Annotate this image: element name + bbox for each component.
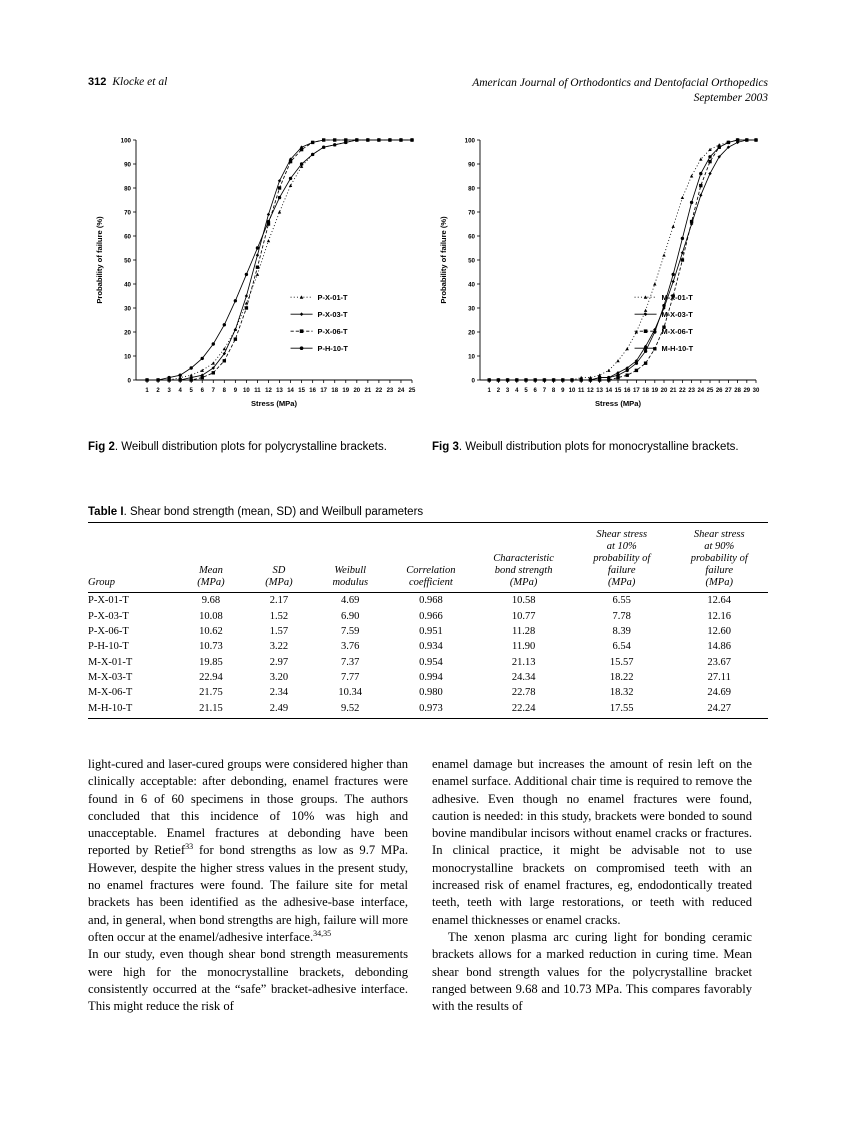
cell-correlation: 0.954	[419, 656, 443, 668]
svg-text:17: 17	[320, 388, 328, 394]
cell-sd: 3.22	[269, 641, 289, 653]
svg-text:4: 4	[178, 388, 182, 394]
svg-text:4: 4	[515, 388, 519, 394]
svg-text:Probability of failure (%): Probability of failure (%)	[439, 216, 448, 304]
cell-stress10: 6.55	[612, 595, 631, 607]
fig3-plot	[432, 126, 768, 426]
svg-text:5: 5	[524, 388, 528, 394]
cell-stress90: 24.69	[707, 687, 732, 699]
svg-text:20: 20	[660, 388, 668, 394]
svg-text:3: 3	[505, 388, 510, 394]
running-head-left	[88, 76, 167, 88]
left-para-2: In our study, even though shear bond strength measurements were high for the monocrystalline brackets, debonding consistently occurred at the “safe” bracket-adhesive interface. This might reduce the risk of	[88, 947, 408, 1014]
fig3-caption-label: Fig 3	[432, 441, 459, 453]
cell-weibull_modulus: 10.34	[338, 687, 363, 699]
cell-stress10: 8.39	[612, 625, 631, 637]
svg-text:7: 7	[211, 388, 215, 394]
page-number: 312	[88, 76, 107, 88]
cell-mean: 10.08	[199, 610, 223, 622]
cell-mean: 10.73	[199, 641, 223, 653]
table-1	[88, 506, 768, 719]
col-header-characteristic-bond-strength: Characteristic bond strength (MPa)	[474, 529, 573, 593]
table-row	[88, 701, 768, 719]
cell-weibull_modulus: 4.69	[341, 595, 360, 607]
svg-text:Stress (MPa): Stress (MPa)	[250, 399, 298, 408]
svg-text:25: 25	[408, 388, 416, 394]
table-row	[88, 685, 768, 700]
svg-text:5: 5	[189, 388, 193, 394]
svg-text:90: 90	[468, 161, 475, 169]
svg-text:6: 6	[533, 388, 537, 394]
cell-stress90: 12.16	[707, 610, 732, 622]
svg-text:19: 19	[342, 388, 350, 394]
ref-34-35: 34,35	[313, 928, 332, 938]
cell-stress10: 6.54	[612, 641, 631, 653]
cell-sd: 2.17	[269, 595, 289, 607]
running-head	[88, 76, 768, 112]
cell-stress90: 12.60	[707, 625, 732, 637]
cell-sd: 2.34	[269, 687, 289, 699]
svg-text:30: 30	[752, 388, 760, 394]
col-header-shear-stress-90: Shear stress at 90% probability of failure (MPa)	[670, 529, 768, 593]
cell-sd: 1.52	[269, 610, 289, 622]
svg-text:7: 7	[542, 388, 547, 394]
svg-text:19: 19	[651, 388, 659, 394]
svg-text:12: 12	[265, 388, 272, 394]
svg-text:15: 15	[614, 388, 622, 394]
svg-text:60: 60	[124, 233, 131, 241]
svg-text:60: 60	[468, 233, 475, 241]
col-header-sd: SD (MPa)	[245, 529, 313, 593]
cell-stress10: 7.78	[612, 610, 631, 622]
figure-2	[88, 126, 424, 426]
svg-text:22: 22	[375, 388, 383, 394]
cell-characteristic: 24.34	[511, 672, 536, 684]
cell-group: M-X-06-T	[88, 687, 133, 699]
svg-text:18: 18	[642, 388, 649, 394]
cell-stress90: 14.86	[707, 641, 732, 653]
table-foot	[88, 718, 768, 719]
svg-text:21: 21	[669, 388, 677, 394]
right-column	[432, 756, 752, 1015]
svg-text:1: 1	[145, 388, 149, 394]
svg-text:8: 8	[551, 388, 556, 394]
svg-text:17: 17	[633, 388, 640, 394]
issue-date: September 2003	[693, 92, 768, 104]
table-row	[88, 593, 768, 609]
cell-correlation: 0.951	[419, 625, 443, 637]
svg-text:29: 29	[743, 388, 751, 394]
table-bottom-rule	[88, 718, 768, 719]
cell-stress10: 17.55	[609, 702, 634, 714]
svg-text:11: 11	[254, 388, 261, 394]
svg-text:13: 13	[596, 388, 603, 394]
svg-text:Stress (MPa): Stress (MPa)	[594, 399, 642, 408]
cell-characteristic: 22.24	[511, 702, 536, 714]
cell-mean: 9.68	[201, 595, 221, 607]
col-header-mean: Mean (MPa)	[177, 529, 245, 593]
cell-sd: 2.49	[269, 702, 289, 714]
svg-text:26: 26	[715, 388, 723, 394]
cell-mean: 21.15	[199, 702, 223, 714]
svg-text:2: 2	[156, 388, 160, 394]
svg-text:30: 30	[124, 305, 131, 313]
svg-text:20: 20	[468, 329, 475, 337]
right-para-2: The xenon plasma arc curing light for bonding ceramic brackets allows for a marked reduction in curing time. Mean shear bond strength values for the polycrystalline bracket ranged between 9.68 and 10.73 MPa. This compares favorably with the results of	[432, 929, 752, 1014]
cell-characteristic: 22.78	[511, 687, 536, 699]
svg-text:10: 10	[468, 353, 475, 361]
svg-text:23: 23	[688, 388, 695, 394]
cell-correlation: 0.966	[419, 610, 443, 622]
cell-weibull_modulus: 6.90	[341, 610, 360, 622]
svg-text:40: 40	[468, 281, 475, 289]
cell-weibull_modulus: 9.52	[341, 702, 360, 714]
left-para-1: light-cured and laser-cured groups were considered higher than clinically acceptable: after debonding, enamel fractures were found in 6 of 60 specimens in those groups. The authors concluded that this incidence of 10% was high and unacceptable. Enamel fractures at debonding have been reported by Retief$^{33}$ for bond strengths as low as 9.7 MPa. However, despite the higher stress values in the present study, no enamel fractures were found. The failure site for metal brackets has been identified as the adhesive-base interface, and, in general, when bond strengths are high, failure will more often occur at the enamel/adhesive interface.$^{34,35}$	[88, 757, 408, 944]
figure-3	[432, 126, 768, 426]
table-header-row	[88, 529, 768, 593]
svg-text:50: 50	[124, 257, 131, 265]
fig2-caption-label: Fig 2	[88, 441, 115, 453]
svg-text:M-H-10-T: M-H-10-T	[661, 344, 694, 353]
ref-33: 33	[185, 842, 194, 852]
svg-text:10: 10	[568, 388, 576, 394]
fig2-plot	[88, 126, 424, 426]
cell-group: P-H-10-T	[88, 641, 129, 653]
cell-group: M-X-03-T	[88, 672, 133, 684]
left-column	[88, 756, 408, 1015]
cell-mean: 21.75	[199, 687, 223, 699]
svg-text:P-X-01-T: P-X-01-T	[317, 293, 348, 302]
table-row	[88, 624, 768, 639]
svg-text:20: 20	[124, 329, 131, 337]
svg-text:11: 11	[578, 388, 585, 394]
cell-mean: 19.85	[199, 656, 223, 668]
svg-text:20: 20	[353, 388, 361, 394]
svg-text:6: 6	[200, 388, 204, 394]
cell-group: P-X-01-T	[88, 595, 129, 607]
svg-text:15: 15	[298, 388, 305, 394]
table-title-text: . Shear bond strength (mean, SD) and Weilbull parameters	[123, 506, 424, 518]
svg-text:3: 3	[167, 388, 171, 394]
svg-text:50: 50	[468, 257, 475, 265]
cell-group: P-X-03-T	[88, 610, 129, 622]
svg-text:10: 10	[243, 388, 250, 394]
svg-text:80: 80	[468, 185, 475, 193]
table-row	[88, 639, 768, 654]
cell-characteristic: 11.90	[512, 641, 536, 653]
svg-text:24: 24	[397, 388, 405, 394]
fig2-caption-text: . Weibull distribution plots for polycrystalline brackets.	[114, 441, 387, 453]
cell-characteristic: 21.13	[511, 656, 536, 668]
svg-text:100: 100	[464, 137, 475, 145]
svg-text:8: 8	[222, 388, 226, 394]
fig3-caption	[432, 440, 752, 455]
svg-text:90: 90	[124, 161, 131, 169]
figures-row	[88, 126, 768, 426]
svg-text:16: 16	[623, 388, 631, 394]
svg-text:28: 28	[734, 388, 741, 394]
cell-stress10: 18.32	[609, 687, 634, 699]
cell-weibull_modulus: 7.37	[341, 656, 360, 668]
svg-text:14: 14	[605, 388, 613, 394]
svg-text:23: 23	[386, 388, 394, 394]
table-row	[88, 655, 768, 670]
cell-weibull_modulus: 3.76	[341, 641, 360, 653]
cell-group: P-X-06-T	[88, 625, 129, 637]
journal-name: American Journal of Orthodontics and Dentofacial Orthopedics	[472, 77, 768, 89]
cell-characteristic: 11.28	[512, 625, 536, 637]
cell-weibull_modulus: 7.59	[341, 625, 360, 637]
cell-sd: 1.57	[269, 625, 289, 637]
svg-text:M-X-03-T: M-X-03-T	[661, 310, 693, 319]
cell-group: M-H-10-T	[88, 702, 133, 714]
svg-text:16: 16	[309, 388, 316, 394]
svg-text:18: 18	[331, 388, 339, 394]
cell-mean: 22.94	[199, 672, 223, 684]
cell-stress90: 27.11	[707, 672, 731, 684]
svg-text:24: 24	[697, 388, 705, 394]
svg-text:P-X-06-T: P-X-06-T	[317, 327, 348, 336]
col-header-weibull-modulus: Weibull modulus	[313, 529, 387, 593]
svg-text:Probability of failure (%): Probability of failure (%)	[95, 216, 104, 304]
cell-stress90: 23.67	[707, 656, 732, 668]
right-para-1: enamel damage but increases the amount of resin left on the enamel surface. Additional chair time is required to remove the adhesive. Even though no enamel fractures were found, caution is needed: in this study, brackets were bonded to sound bovine mandibular incisors without enamel cracks or fractures. In clinical practice, it might be advisable not to use monocrystalline brackets on compromised teeth with an increased risk of enamel fractures, eg, endodontically treated teeth, teeth with large restorations, or teeth with reduced enamel thicknesses or enamel cracks.	[432, 757, 752, 927]
col-header-shear-stress-10: Shear stress at 10% probability of failure (MPa)	[573, 529, 670, 593]
table-label: Table I	[88, 506, 124, 518]
cell-stress10: 15.57	[609, 656, 634, 668]
svg-text:M-X-06-T: M-X-06-T	[661, 327, 693, 336]
cell-stress10: 18.22	[609, 672, 634, 684]
svg-text:P-X-03-T: P-X-03-T	[317, 310, 348, 319]
svg-text:12: 12	[587, 388, 594, 394]
svg-text:14: 14	[287, 388, 294, 394]
svg-text:10: 10	[124, 353, 131, 361]
svg-text:M-X-01-T: M-X-01-T	[661, 293, 693, 302]
running-head-right	[472, 76, 768, 106]
col-header-group: Group	[88, 529, 177, 593]
cell-stress90: 24.27	[707, 702, 732, 714]
svg-text:0: 0	[471, 377, 475, 385]
svg-text:9: 9	[561, 388, 565, 394]
cell-characteristic: 10.77	[511, 610, 536, 622]
table-body	[88, 593, 768, 719]
cell-stress90: 12.64	[707, 595, 732, 607]
table-row	[88, 670, 768, 685]
cell-correlation: 0.934	[419, 641, 443, 653]
svg-text:P-H-10-T: P-H-10-T	[317, 344, 348, 353]
svg-text:0: 0	[127, 377, 131, 385]
svg-text:2: 2	[496, 388, 501, 394]
shear-bond-strength-table	[88, 522, 768, 719]
cell-correlation: 0.994	[419, 672, 443, 684]
table-row	[88, 608, 768, 623]
cell-group: M-X-01-T	[88, 656, 133, 668]
svg-text:1: 1	[487, 388, 491, 394]
cell-weibull_modulus: 7.77	[341, 672, 360, 684]
svg-text:70: 70	[468, 209, 475, 217]
fig3-caption-text: . Weibull distribution plots for monocrystalline brackets.	[458, 441, 739, 453]
svg-text:80: 80	[124, 185, 131, 193]
running-head-authors: Klocke et al	[112, 76, 168, 88]
svg-text:22: 22	[679, 388, 686, 394]
svg-text:21: 21	[364, 388, 372, 394]
col-header-correlation-coefficient: Correlation coefficient	[387, 529, 474, 593]
cell-mean: 10.62	[199, 625, 223, 637]
cell-correlation: 0.973	[419, 702, 443, 714]
svg-text:100: 100	[120, 137, 131, 145]
table-title	[88, 506, 768, 518]
svg-text:25: 25	[706, 388, 714, 394]
cell-sd: 2.97	[269, 656, 289, 668]
cell-correlation: 0.968	[419, 595, 443, 607]
svg-text:40: 40	[124, 281, 131, 289]
cell-characteristic: 10.58	[511, 595, 536, 607]
svg-text:27: 27	[725, 388, 732, 394]
svg-text:13: 13	[276, 388, 283, 394]
svg-text:70: 70	[124, 209, 131, 217]
cell-sd: 3.20	[269, 672, 289, 684]
svg-text:9: 9	[233, 388, 238, 394]
svg-text:30: 30	[468, 305, 475, 313]
cell-correlation: 0.980	[419, 687, 443, 699]
fig2-caption	[88, 440, 408, 455]
table-head	[88, 523, 768, 593]
